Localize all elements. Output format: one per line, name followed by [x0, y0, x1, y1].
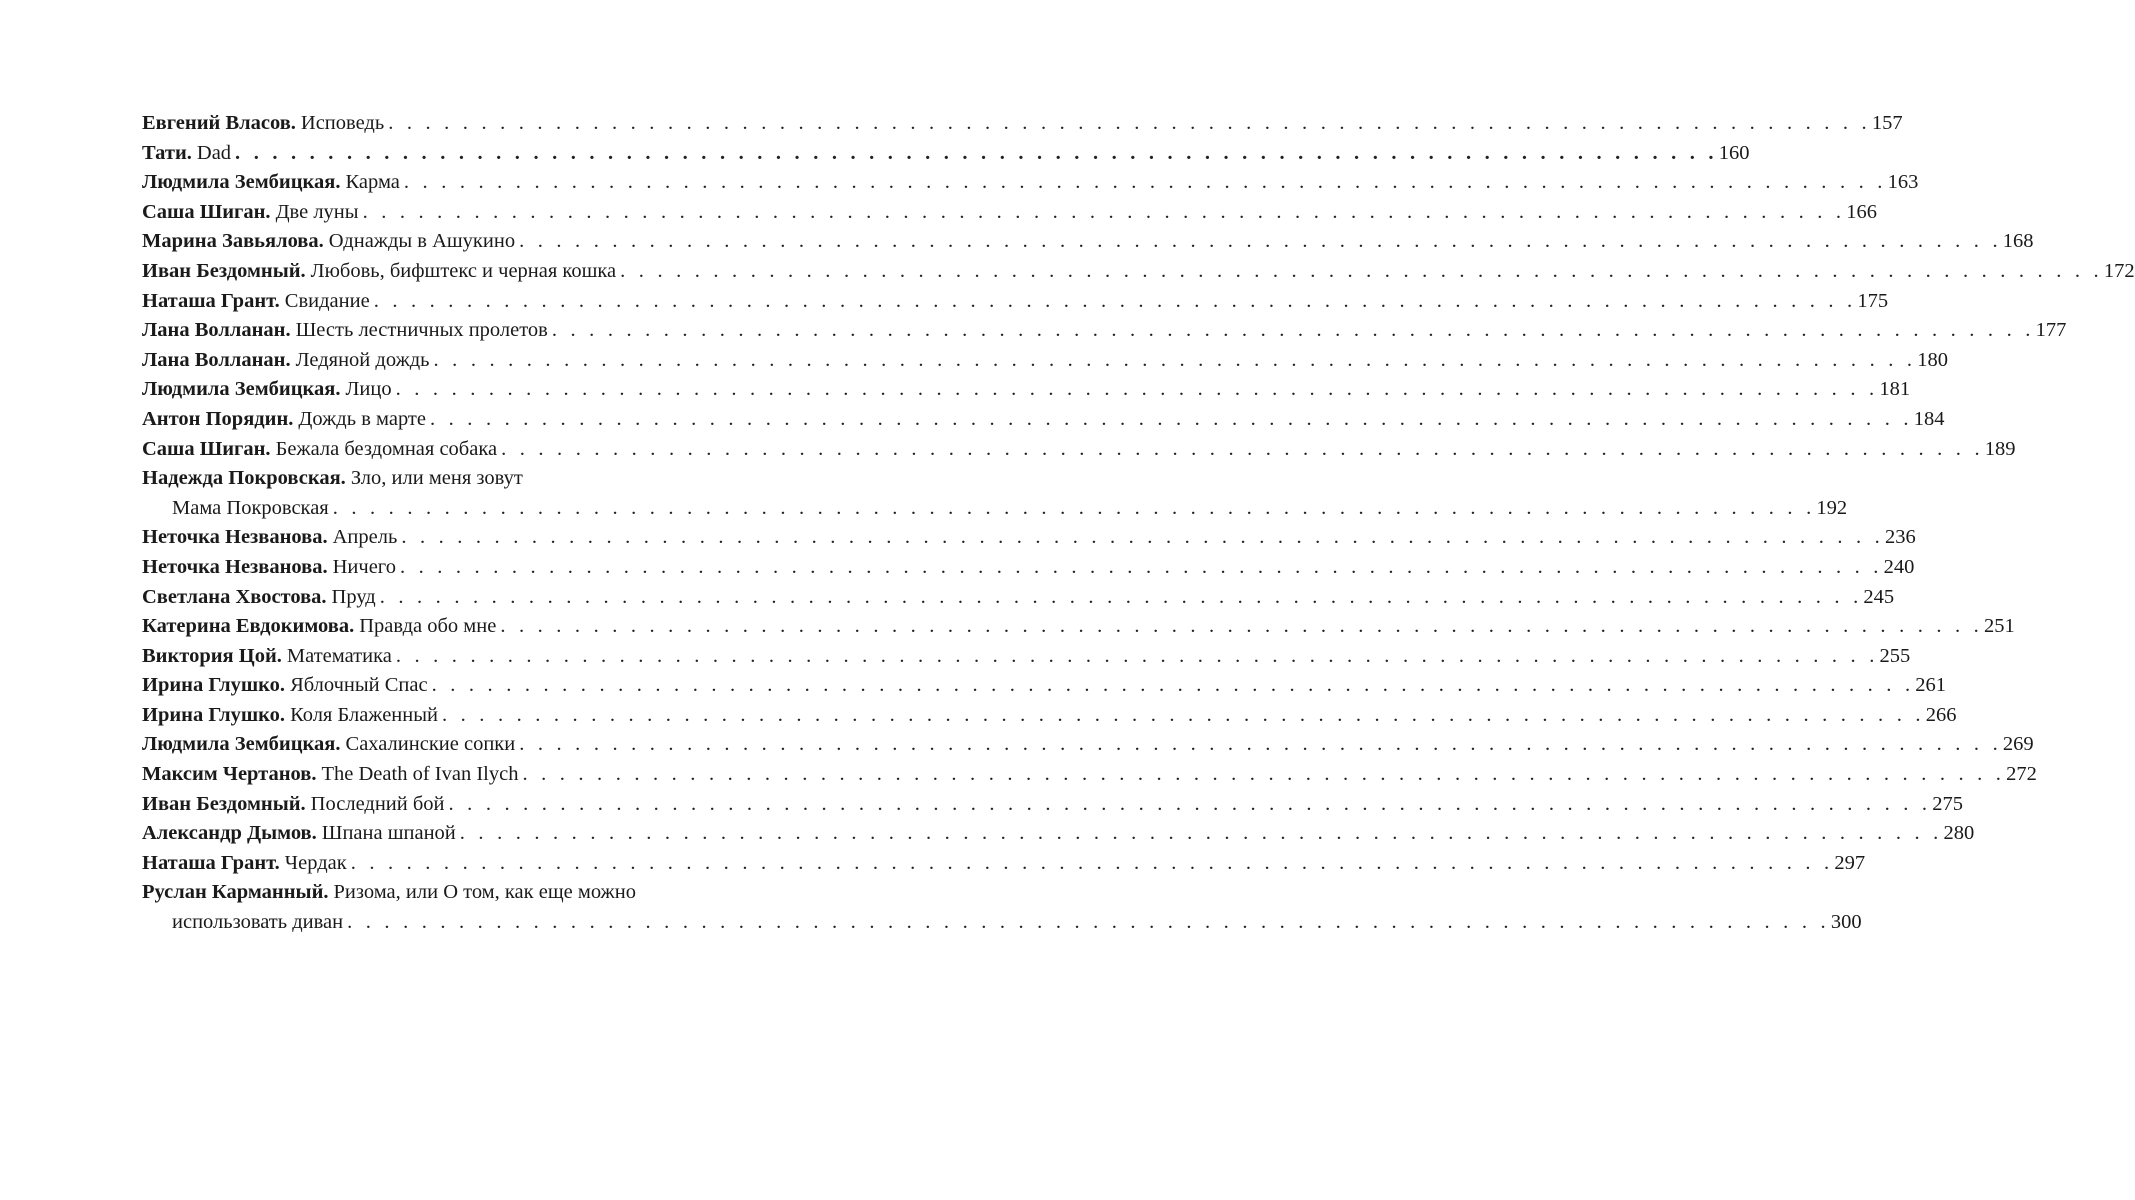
toc-title: Лицо — [345, 378, 392, 401]
toc-title: Математика — [286, 644, 392, 667]
toc-title: Шесть лестничных пролетов — [295, 319, 548, 342]
toc-author: Неточка Незванова. — [142, 555, 328, 578]
toc-page-number: 266 — [1925, 703, 1957, 726]
toc-leader-dots: . . . . . . . . . . . . . . . . . . . . . . . . . . . . . . . . . . . . . . . . . . . . . . . . . . . . . . . . . . . . . . . . . . . . . . . . . . . . . . . . — [519, 230, 2002, 253]
toc-page-number: 192 — [1816, 496, 1848, 519]
toc-leader-dots: . . . . . . . . . . . . . . . . . . . . . . . . . . . . . . . . . . . . . . . . . . . . . . . . . . . . . . . . . . . . . . . . . . . . . . . . . . . . . . . . — [235, 141, 1718, 164]
toc-line — [142, 523, 1916, 553]
toc-entry — [142, 553, 1915, 583]
toc-page-number: 245 — [1863, 585, 1895, 608]
toc-title: Ризома, или О том, как еще можно — [333, 881, 636, 904]
toc-entry — [142, 316, 2067, 346]
toc-author: Неточка Незванова. — [142, 526, 328, 549]
toc-leader-dots: . . . . . . . . . . . . . . . . . . . . . . . . . . . . . . . . . . . . . . . . . . . . . . . . . . . . . . . . . . . . . . . . . . . . . . . . . . . . . . . . — [519, 733, 2002, 756]
toc-page-number: 157 — [1871, 112, 1903, 134]
toc-title: Сахалинские сопки — [345, 733, 516, 756]
toc-page-number: 255 — [1879, 644, 1911, 667]
toc-page-number: 166 — [1846, 200, 1877, 223]
toc-leader-dots: . . . . . . . . . . . . . . . . . . . . . . . . . . . . . . . . . . . . . . . . . . . . . . . . . . . . . . . . . . . . . . . . . . . . . . . . . . . . . . . . — [551, 319, 2035, 342]
toc-line-continuation — [142, 494, 1848, 524]
toc-line — [142, 790, 1963, 820]
toc-entry — [142, 642, 1911, 672]
toc-entry — [142, 819, 1975, 849]
toc-line — [142, 612, 2015, 642]
toc-leader-dots: . . . . . . . . . . . . . . . . . . . . . . . . . . . . . . . . . . . . . . . . . . . . . . . . . . . . . . . . . . . . . . . . . . . . . . . . . . . . . . . . — [431, 674, 1915, 697]
toc-entry — [142, 375, 1911, 405]
toc-title: Чердак — [284, 851, 347, 874]
toc-leader-dots: . . . . . . . . . . . . . . . . . . . . . . . . . . . . . . . . . . . . . . . . . . . . . . . . . . . . . . . . . . . . . . . . . . . . . . . . . . . . . . . . — [620, 259, 2103, 282]
toc-author: Катерина Евдокимова. — [142, 615, 355, 638]
toc-entry — [142, 730, 2034, 760]
toc-page-number: 297 — [1834, 851, 1866, 874]
toc-page-number: 189 — [1984, 437, 2016, 460]
toc-author: Саша Шиган. — [142, 437, 271, 460]
toc-title: Ледяной дождь — [295, 348, 430, 371]
toc-title: Свидание — [284, 289, 370, 312]
toc-entry — [142, 346, 1948, 376]
toc-line — [142, 287, 1889, 317]
toc-title: Пруд — [331, 585, 376, 608]
toc-author: Наташа Грант. — [142, 289, 280, 312]
toc-author: Иван Бездомный. — [142, 259, 306, 282]
toc-leader-dots: . . . . . . . . . . . . . . . . . . . . . . . . . . . . . . . . . . . . . . . . . . . . . . . . . . . . . . . . . . . . . . . . . . . . . . . . . . . . . . . . — [401, 526, 1884, 549]
toc-author: Александр Дымов. — [142, 822, 317, 845]
toc-line-continuation — [142, 908, 1862, 938]
toc-page-number: 160 — [1718, 141, 1750, 164]
toc-author: Людмила Зембицкая. — [142, 171, 341, 194]
toc-leader-dots: . . . . . . . . . . . . . . . . . . . . . . . . . . . . . . . . . . . . . . . . . . . . . . . . . . . . . . . . . . . . . . . . . . . . . . . . . . . . . . . . — [433, 348, 1917, 371]
toc-leader-dots: . . . . . . . . . . . . . . . . . . . . . . . . . . . . . . . . . . . . . . . . . . . . . . . . . . . . . . . . . . . . . . . . . . . . . . . . . . . . . . . . — [395, 378, 1879, 401]
toc-leader-dots: . . . . . . . . . . . . . . . . . . . . . . . . . . . . . . . . . . . . . . . . . . . . . . . . . . . . . . . . . . . . . . . . . . . . . . . . . . . . . . . . — [362, 200, 1846, 223]
toc-entry — [142, 612, 2015, 642]
toc-line — [142, 878, 758, 908]
toc-leader-dots: . . . . . . . . . . . . . . . . . . . . . . . . . . . . . . . . . . . . . . . . . . . . . . . . . . . . . . . . . . . . . . . . . . . . . . . . . . . . . . . . — [403, 171, 1887, 194]
toc-page-number: 251 — [1984, 615, 2015, 638]
toc-page-number: 275 — [1932, 792, 1963, 815]
toc-page-number: 184 — [1913, 407, 1945, 430]
toc-author: Лана Волланан. — [142, 348, 291, 371]
toc-leader-dots: . . . . . . . . . . . . . . . . . . . . . . . . . . . . . . . . . . . . . . . . . . . . . . . . . . . . . . . . . . . . . . . . . . . . . . . . . . . . . . . . — [347, 911, 1830, 934]
toc-leader-dots: . . . . . . . . . . . . . . . . . . . . . . . . . . . . . . . . . . . . . . . . . . . . . . . . . . . . . . . . . . . . . . . . . . . . . . . . . . . . . . . . — [388, 112, 1871, 134]
toc-line — [142, 642, 1911, 672]
toc-entry — [142, 523, 1916, 553]
toc-author: Иван Бездомный. — [142, 792, 306, 815]
toc-author: Лана Волланан. — [142, 319, 291, 342]
toc-entry — [142, 435, 2016, 465]
toc-author: Максим Чертанов. — [142, 763, 317, 786]
toc-author: Людмила Зембицкая. — [142, 733, 341, 756]
toc-page-number: 175 — [1857, 289, 1889, 312]
toc-entry — [142, 198, 1877, 228]
toc-leader-dots: . . . . . . . . . . . . . . . . . . . . . . . . . . . . . . . . . . . . . . . . . . . . . . . . . . . . . . . . . . . . . . . . . . . . . . . . . . . . . . . . — [399, 555, 1883, 578]
toc-author: Надежда Покровская. — [142, 467, 346, 490]
toc-page-number: 269 — [2002, 733, 2034, 756]
toc-line — [142, 109, 1903, 139]
toc-title: Бежала бездомная собака — [275, 437, 498, 460]
toc-entry — [142, 109, 1903, 139]
toc-leader-dots: . . . . . . . . . . . . . . . . . . . . . . . . . . . . . . . . . . . . . . . . . . . . . . . . . . . . . . . . . . . . . . . . . . . . . . . . . . . . . . . . — [373, 289, 1857, 312]
toc-leader-dots: . . . . . . . . . . . . . . . . . . . . . . . . . . . . . . . . . . . . . . . . . . . . . . . . . . . . . . . . . . . . . . . . . . . . . . . . . . . . . . . . — [500, 615, 1984, 638]
toc-leader-dots: . . . . . . . . . . . . . . . . . . . . . . . . . . . . . . . . . . . . . . . . . . . . . . . . . . . . . . . . . . . . . . . . . . . . . . . . . . . . . . . . — [501, 437, 1984, 460]
toc-author: Людмила Зембицкая. — [142, 378, 341, 401]
toc-leader-dots: . . . . . . . . . . . . . . . . . . . . . . . . . . . . . . . . . . . . . . . . . . . . . . . . . . . . . . . . . . . . . . . . . . . . . . . . . . . . . . . . — [459, 822, 1943, 845]
toc-entry — [142, 878, 1862, 937]
toc-author: Ирина Глушко. — [142, 703, 286, 726]
toc-author: Наташа Грант. — [142, 851, 280, 874]
toc-title: Однажды в Ашукино — [328, 230, 516, 253]
toc-title: Исповедь — [300, 112, 385, 134]
toc-page-number: 272 — [2006, 763, 2037, 786]
toc-leader-dots: . . . . . . . . . . . . . . . . . . . . . . . . . . . . . . . . . . . . . . . . . . . . . . . . . . . . . . . . . . . . . . . . . . . . . . . . . . . . . . . . — [395, 644, 1879, 667]
toc-title: Правда обо мне — [359, 615, 497, 638]
toc-author: Саша Шиган. — [142, 200, 271, 223]
toc-line — [142, 435, 2016, 465]
toc-line — [142, 375, 1911, 405]
toc-title: Любовь, бифштекс и черная кошка — [310, 259, 617, 282]
toc-page-number: 236 — [1885, 526, 1916, 549]
toc-author: Антон Порядин. — [142, 407, 294, 430]
toc-line — [142, 346, 1948, 376]
toc-leader-dots: . . . . . . . . . . . . . . . . . . . . . . . . . . . . . . . . . . . . . . . . . . . . . . . . . . . . . . . . . . . . . . . . . . . . . . . . . . . . . . . . — [332, 496, 1816, 519]
toc-page-number: 172 — [2103, 259, 2135, 282]
toc-leader-dots: . . . . . . . . . . . . . . . . . . . . . . . . . . . . . . . . . . . . . . . . . . . . . . . . . . . . . . . . . . . . . . . . . . . . . . . . . . . . . . . . — [522, 763, 2006, 786]
toc-leader-dots: . . . . . . . . . . . . . . . . . . . . . . . . . . . . . . . . . . . . . . . . . . . . . . . . . . . . . . . . . . . . . . . . . . . . . . . . . . . . . . . . — [442, 703, 1925, 726]
toc-line — [142, 583, 1895, 613]
toc-author: Марина Завьялова. — [142, 230, 324, 253]
toc-author: Светлана Хвостова. — [142, 585, 327, 608]
toc-entry — [142, 257, 2135, 287]
toc-entry — [142, 760, 2037, 790]
toc-author: Евгений Власов. — [142, 112, 296, 134]
toc-leader-dots: . . . . . . . . . . . . . . . . . . . . . . . . . . . . . . . . . . . . . . . . . . . . . . . . . . . . . . . . . . . . . . . . . . . . . . . . . . . . . . . . — [350, 851, 1834, 874]
toc-entry — [142, 405, 1945, 435]
toc-page-number: 177 — [2035, 319, 2067, 342]
toc-line — [142, 819, 1975, 849]
toc-line — [142, 553, 1915, 583]
toc-page-number: 163 — [1887, 171, 1919, 194]
toc-entry — [142, 701, 1957, 731]
toc-title: Ничего — [332, 555, 396, 578]
toc-leader-dots: . . . . . . . . . . . . . . . . . . . . . . . . . . . . . . . . . . . . . . . . . . . . . . . . . . . . . . . . . . . . . . . . . . . . . . . . . . . . . . . . — [448, 792, 1932, 815]
toc-line — [142, 316, 2067, 346]
toc-author: Виктория Цой. — [142, 644, 282, 667]
toc-title: Две луны — [275, 200, 359, 223]
toc-line — [142, 227, 2034, 257]
toc-title: Dad — [196, 141, 232, 164]
toc-entry — [142, 168, 1919, 198]
toc-entry — [142, 287, 1889, 317]
toc-leader-dots: . . . . . . . . . . . . . . . . . . . . . . . . . . . . . . . . . . . . . . . . . . . . . . . . . . . . . . . . . . . . . . . . . . . . . . . . . . . . . . . . — [430, 407, 1913, 430]
toc-title: Коля Блаженный — [290, 703, 438, 726]
toc-line — [142, 671, 1947, 701]
toc-leader-dots: . . . . . . . . . . . . . . . . . . . . . . . . . . . . . . . . . . . . . . . . . . . . . . . . . . . . . . . . . . . . . . . . . . . . . . . . . . . . . . . . — [379, 585, 1863, 608]
toc-title: The Death of Ivan Ilych — [321, 763, 519, 786]
toc-line — [142, 139, 1750, 169]
toc-line — [142, 701, 1957, 731]
toc-page-number: 168 — [2002, 230, 2034, 253]
toc-author: Ирина Глушко. — [142, 674, 286, 697]
toc-entry — [142, 849, 1866, 879]
toc-page-number: 240 — [1883, 555, 1915, 578]
toc-page-number: 261 — [1915, 674, 1947, 697]
toc-line — [142, 730, 2034, 760]
toc-entry — [142, 464, 1848, 523]
toc-title: Апрель — [332, 526, 398, 549]
toc-title: Дождь в марте — [298, 407, 426, 430]
toc-line — [142, 257, 2135, 287]
toc-line — [142, 168, 1919, 198]
toc-line — [142, 464, 758, 494]
toc-page-number: 300 — [1830, 911, 1862, 934]
toc-page-number: 280 — [1943, 822, 1975, 845]
toc-title: Зло, или меня зовут — [350, 467, 523, 490]
toc-entry — [142, 227, 2034, 257]
toc-line — [142, 760, 2037, 790]
table-of-contents — [142, 109, 2135, 938]
toc-entry — [142, 139, 1750, 169]
toc-author: Тати. — [142, 141, 192, 164]
toc-title: Карма — [345, 171, 400, 194]
toc-line — [142, 198, 1877, 228]
toc-entry — [142, 671, 1947, 701]
toc-author: Руслан Карманный. — [142, 881, 329, 904]
toc-title: Мама Покровская — [172, 496, 329, 519]
toc-line — [142, 405, 1945, 435]
toc-title: Яблочный Спас — [290, 674, 428, 697]
toc-page-number: 181 — [1879, 378, 1911, 401]
toc-title: Шпана шпаной — [321, 822, 456, 845]
toc-page-number: 180 — [1917, 348, 1948, 371]
toc-entry — [142, 583, 1895, 613]
toc-title: использовать диван — [172, 911, 344, 934]
toc-line — [142, 849, 1866, 879]
toc-entry — [142, 790, 1963, 820]
toc-title: Последний бой — [310, 792, 445, 815]
